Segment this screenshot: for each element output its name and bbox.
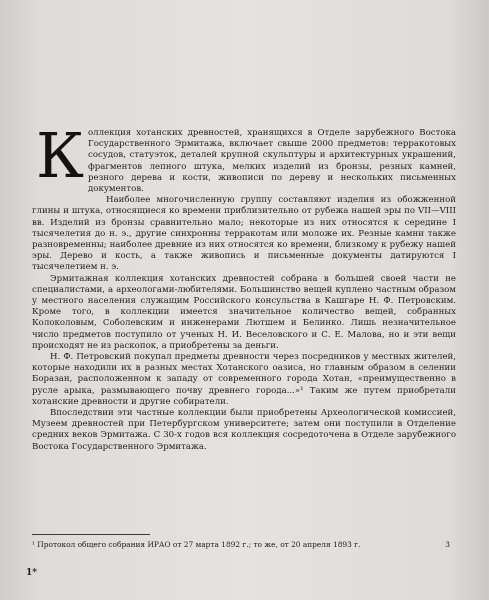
body-text (32, 119, 456, 453)
footnote-text: ¹ Протокол общего собрания ИРАО от 27 марта 1892 г.; то же, от 20 апреля 1893 г. (32, 540, 361, 549)
paragraph-5: Впоследствии эти частные коллекции были приобретены Археологической комиссией, Музеем древностей при Петербургском университете; затем они поступили в Отделение средних веков Эрмитажа. С 30-х годов вся коллекция сосредоточена в Отделе зарубежного Востока Государственного Эрмитажа. (32, 408, 456, 452)
page-number: 3 (445, 540, 450, 549)
paragraph-4: Н. Ф. Петровский покупал предметы древности через посредников у местных жителей, которые находили их в разных местах Хотанского оазиса, но главным образом в селении Боразан, расположенном к западу от современного города Хотан, «преимущественно в русле арыка, размывающего почву древнего города...»¹ Таким же путем приобретали хотанские древности и другие собиратели. (32, 352, 456, 407)
paragraph-2: Наиболее многочисленную группу составляют изделия из обожженной глины и штука, относящиеся ко времени приблизительно от рубежа нашей эры по VII—VIII вв. Изделий из бронзы сравнительно мало; некоторые из них относятся к середине I тысячелетия до н. э., другие синхронны терракотам или моложе их. Резные камни также разновременны; наиболее древние из них относятся ко времени, близкому к рубежу нашей эры. Дерево и кость, а также живопись и письменные документы датируются I тысячелетием н. э. (32, 195, 456, 273)
footnote-divider (32, 534, 150, 535)
drop-cap: К (36, 119, 84, 192)
footnote (32, 540, 456, 550)
paragraph-1: оллекция хотанских древностей, хранящихся в Отделе зарубежного Востока Государственного Эрмитажа, включает свыше 2000 предметов: терракотовых сосудов, статуэток, деталей крупной скульптуры и архитектурных украшений, фрагментов лепного штука, мелких изделий из бронзы, резных камней, резного дерева и кости, живописи по дереву и нескольких письменных документов. (88, 128, 456, 195)
paragraph-3: Эрмитажная коллекция хотанских древностей собрана в большей своей части не специалистами, а археологами-любителями. Большинство вещей куплено частным образом у местного населения служащим Российского консульства в Кашгаре Н. Ф. Петровским. Кроме того, в коллекции имеется значительное количество вещей, собранных Колоколовым, Соболевским и инженерами Лютшем и Белинко. Лишь незначительное число предметов поступило от ученых Н. И. Веселовского и С. Е. Малова, но и эти вещи происходят не из раскопок, а приобретены за деньги. (32, 273, 456, 351)
signature-mark: 1* (26, 568, 37, 578)
